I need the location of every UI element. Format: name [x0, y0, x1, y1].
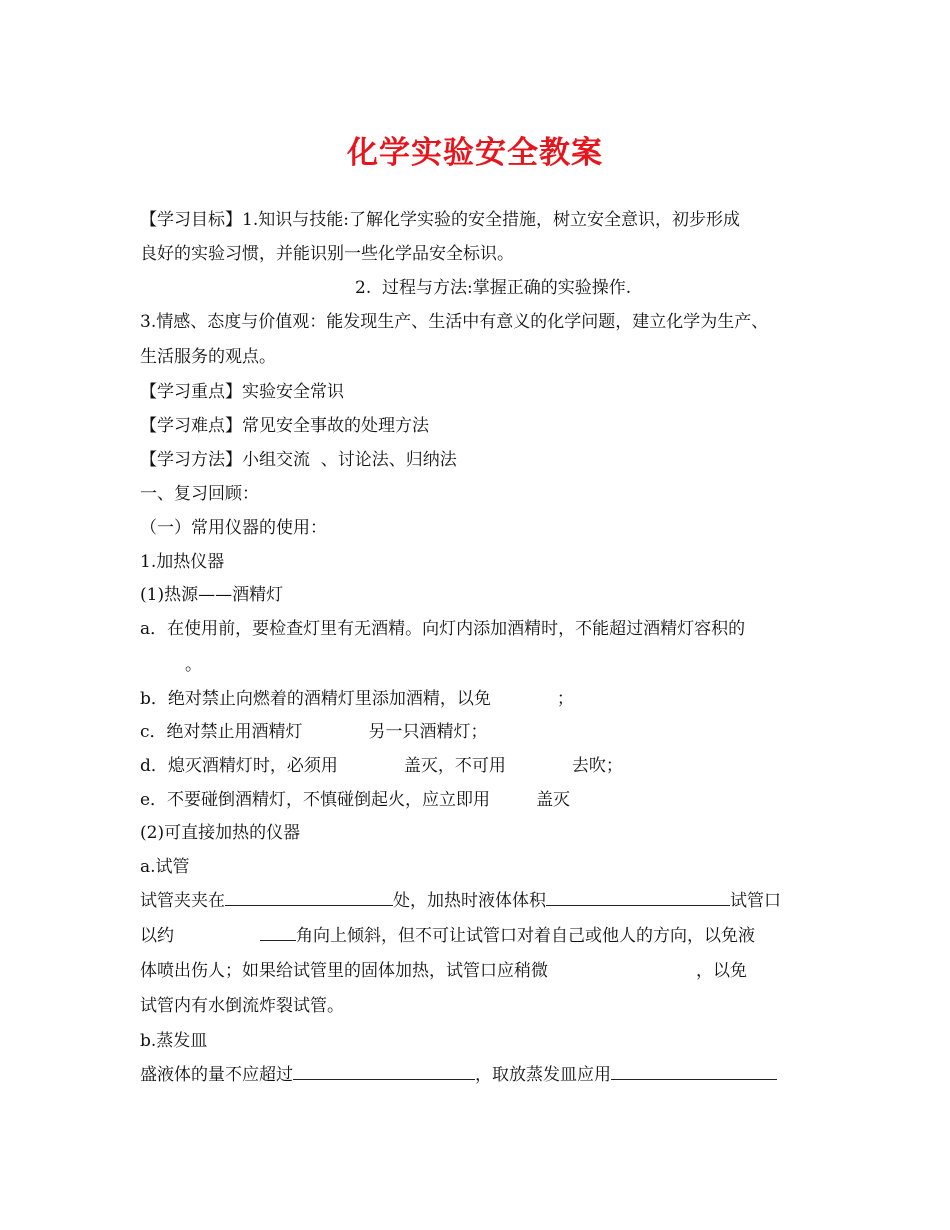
test-tube-line-3 — [140, 960, 747, 982]
lamp-item-d-text-1: d．熄灭酒精灯时，必须用 — [140, 756, 338, 776]
difficulty: 【学习难点】常见安全事故的处理方法 — [140, 416, 429, 436]
objectives-line-4: 3.情感、态度与价值观：能发现生产、生活中有意义的化学问题，建立化学为生产、 — [140, 312, 769, 332]
test-tube-text-2a: 以约 — [140, 926, 174, 946]
lamp-item-a-end: 。 — [185, 655, 202, 675]
blank-underline — [260, 926, 296, 941]
direct-heating-heading: (2)可直接加热的仪器 — [140, 823, 301, 843]
lamp-item-b-text: b．绝对禁止向燃着的酒精灯里添加酒精，以免 — [140, 689, 491, 709]
test-tube-text-1b: 处，加热时液体体积 — [393, 891, 546, 911]
lamp-item-e-text: e．不要碰倒酒精灯，不慎碰倒起火，应立即用 — [140, 790, 491, 810]
blank-underline — [293, 1065, 475, 1080]
lamp-item-c-text: c．绝对禁止用酒精灯 — [140, 722, 303, 742]
test-tube-text-1c: 试管口 — [730, 891, 781, 911]
objectives-line-5: 生活服务的观点。 — [140, 347, 276, 367]
heating-heading: 1.加热仪器 — [140, 552, 225, 572]
method: 【学习方法】小组交流 、讨论法、归纳法 — [140, 450, 457, 470]
lamp-item-d — [140, 755, 623, 777]
lamp-item-a: a．在使用前，要检查灯里有无酒精。向灯内添加酒精时，不能超过酒精灯容积的 — [140, 619, 746, 639]
test-tube-text-2b: 角向上倾斜，但不可让试管口对着自己或他人的方向，以免液 — [296, 926, 755, 946]
document-title: 化学实验安全教案 — [347, 135, 603, 171]
lamp-item-c-end: 另一只酒精灯； — [368, 722, 488, 742]
lamp-item-b — [140, 688, 574, 710]
objectives-line-1: 【学习目标】1.知识与技能:了解化学实验的安全措施，树立安全意识，初步形成 — [140, 210, 740, 230]
test-tube-line-2 — [140, 925, 755, 947]
review-heading: 一、复习回顾： — [140, 484, 259, 504]
blank-underline — [225, 891, 393, 906]
objectives-line-2: 良好的实验习惯，并能识别一些化学品安全标识。 — [140, 244, 514, 264]
test-tube-line-1 — [140, 890, 781, 912]
test-tube-text-3b: ，以免 — [696, 961, 747, 981]
blank-underline — [546, 891, 730, 906]
lamp-heading: (1)热源——酒精灯 — [140, 585, 284, 605]
test-tube-line-4: 试管内有水倒流炸裂试管。 — [140, 996, 344, 1016]
lamp-item-c — [140, 721, 488, 743]
objectives-line-3: 2. 过程与方法:掌握正确的实验操作. — [355, 278, 632, 298]
lamp-item-d-text-2: 盖灭，不可用 — [403, 756, 506, 776]
lamp-item-d-text-3: 去吹； — [571, 756, 623, 776]
dish-text-1a: 盛液体的量不应超过 — [140, 1065, 293, 1085]
test-tube-text-3a: 体喷出伤人；如果给试管里的固体加热，试管口应稍微 — [140, 961, 548, 981]
evaporating-dish-heading: b.蒸发皿 — [140, 1031, 208, 1051]
key-point: 【学习重点】实验安全常识 — [140, 382, 344, 402]
lamp-item-e-end: 盖灭 — [536, 790, 571, 810]
blank-underline — [611, 1065, 777, 1080]
lamp-item-b-end: ； — [556, 689, 574, 709]
instruments-heading: （一）常用仪器的使用： — [140, 518, 327, 538]
dish-text-1b: ，取放蒸发皿应用 — [475, 1065, 611, 1085]
lamp-item-e — [140, 789, 570, 811]
test-tube-heading: a.试管 — [140, 857, 190, 877]
test-tube-text-1a: 试管夹夹在 — [140, 891, 225, 911]
evaporating-dish-line-1 — [140, 1064, 777, 1086]
